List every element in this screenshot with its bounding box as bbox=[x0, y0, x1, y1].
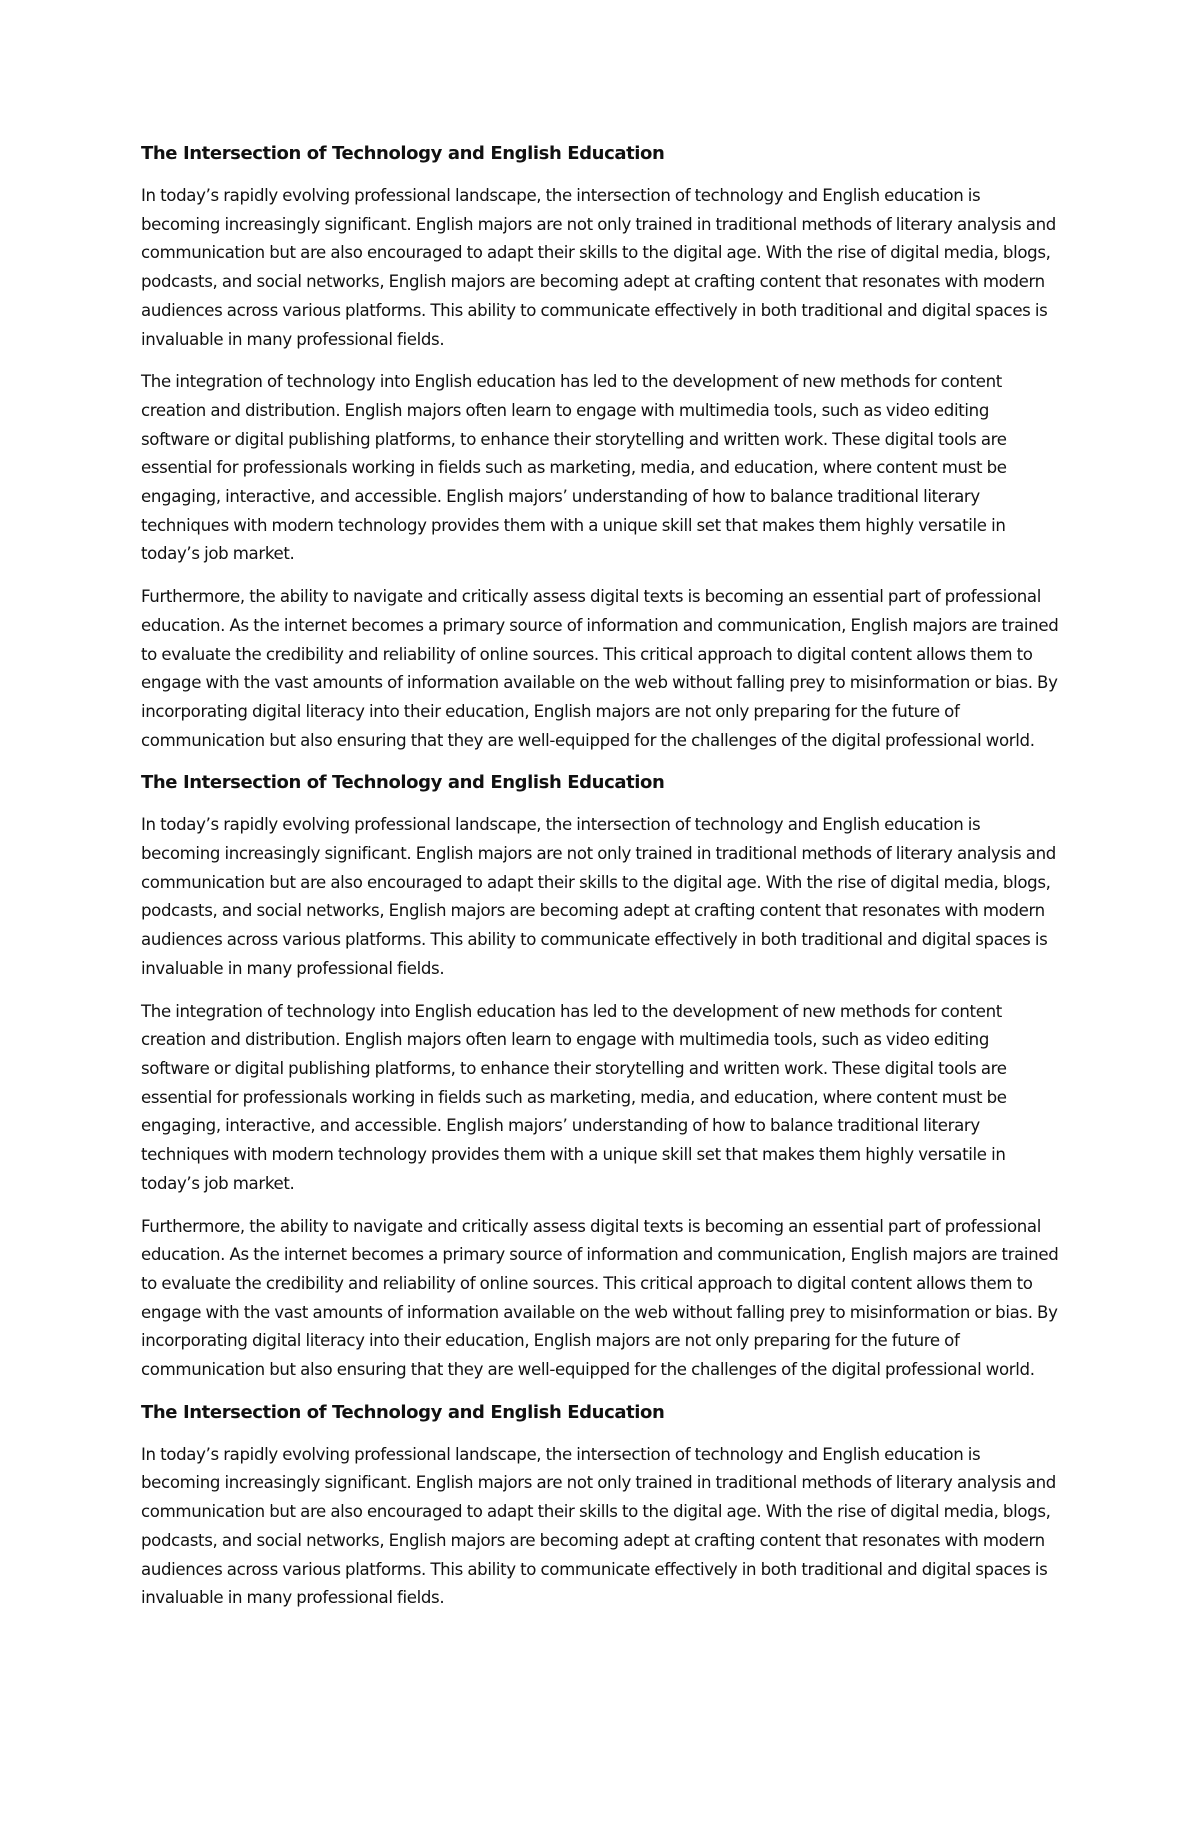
body-paragraph: In today’s rapidly evolving professional landscape, the intersection of technology and English education is becoming increasingly significant. English majors are not only trained in traditional methods of literary analysis and communication but are also encouraged to adapt their skills to the digital age. With the rise of digital media, blogs, podcasts, and social networks, English majors are becoming adept at crafting content that resonates with modern audiences across various platforms. This ability to communicate effectively in both traditional and digital spaces is invaluable in many professional fields. bbox=[141, 186, 1056, 349]
document-section bbox=[141, 1399, 1059, 1613]
body-paragraph: In today’s rapidly evolving professional landscape, the intersection of technology and English education is becoming increasingly significant. English majors are not only trained in traditional methods of literary analysis and communication but are also encouraged to adapt their skills to the digital age. With the rise of digital media, blogs, podcasts, and social networks, English majors are becoming adept at crafting content that resonates with modern audiences across various platforms. This ability to communicate effectively in both traditional and digital spaces is invaluable in many professional fields. bbox=[141, 815, 1056, 978]
document-section bbox=[141, 140, 1059, 755]
section-heading: The Intersection of Technology and English Education bbox=[141, 143, 665, 164]
body-paragraph: The integration of technology into English education has led to the development of new methods for content creation and distribution. English majors often learn to engage with multimedia tools, such as video editing software or digital publishing platforms, to enhance their storytelling and written work. These digital tools are essential for professionals working in fields such as marketing, media, and education, where content must be engaging, interactive, and accessible. English majors’ understanding of how to balance traditional literary techniques with modern technology provides them with a unique skill set that makes them highly versatile in today’s job market. bbox=[141, 372, 1007, 564]
body-paragraph: The integration of technology into English education has led to the development of new methods for content creation and distribution. English majors often learn to engage with multimedia tools, such as video editing software or digital publishing platforms, to enhance their storytelling and written work. These digital tools are essential for professionals working in fields such as marketing, media, and education, where content must be engaging, interactive, and accessible. English majors’ understanding of how to balance traditional literary techniques with modern technology provides them with a unique skill set that makes them highly versatile in today’s job market. bbox=[141, 1001, 1007, 1193]
body-paragraph: Furthermore, the ability to navigate and critically assess digital texts is becoming an essential part of professional education. As the internet becomes a primary source of information and communication, English majors are trained to evaluate the credibility and reliability of online sources. This critical approach to digital content allows them to engage with the vast amounts of information available on the web without falling prey to misinformation or bias. By incorporating digital literacy into their education, English majors are not only preparing for the future of communication but also ensuring that they are well-equipped for the challenges of the digital professional world. bbox=[141, 587, 1059, 750]
document-body bbox=[141, 140, 1059, 1627]
section-heading: The Intersection of Technology and English Education bbox=[141, 772, 665, 794]
body-paragraph: Furthermore, the ability to navigate and critically assess digital texts is becoming an essential part of professional education. As the internet becomes a primary source of information and communication, English majors are trained to evaluate the credibility and reliability of online sources. This critical approach to digital content allows them to engage with the vast amounts of information available on the web without falling prey to misinformation or bias. By incorporating digital literacy into their education, English majors are not only preparing for the future of communication but also ensuring that they are well-equipped for the challenges of the digital professional world. bbox=[141, 1216, 1059, 1380]
body-paragraph: In today’s rapidly evolving professional landscape, the intersection of technology and English education is becoming increasingly significant. English majors are not only trained in traditional methods of literary analysis and communication but are also encouraged to adapt their skills to the digital age. With the rise of digital media, blogs, podcasts, and social networks, English majors are becoming adept at crafting content that resonates with modern audiences across various platforms. This ability to communicate effectively in both traditional and digital spaces is invaluable in many professional fields. bbox=[141, 1444, 1056, 1608]
section-heading: The Intersection of Technology and English Education bbox=[141, 1401, 665, 1423]
document-section bbox=[141, 769, 1059, 1384]
